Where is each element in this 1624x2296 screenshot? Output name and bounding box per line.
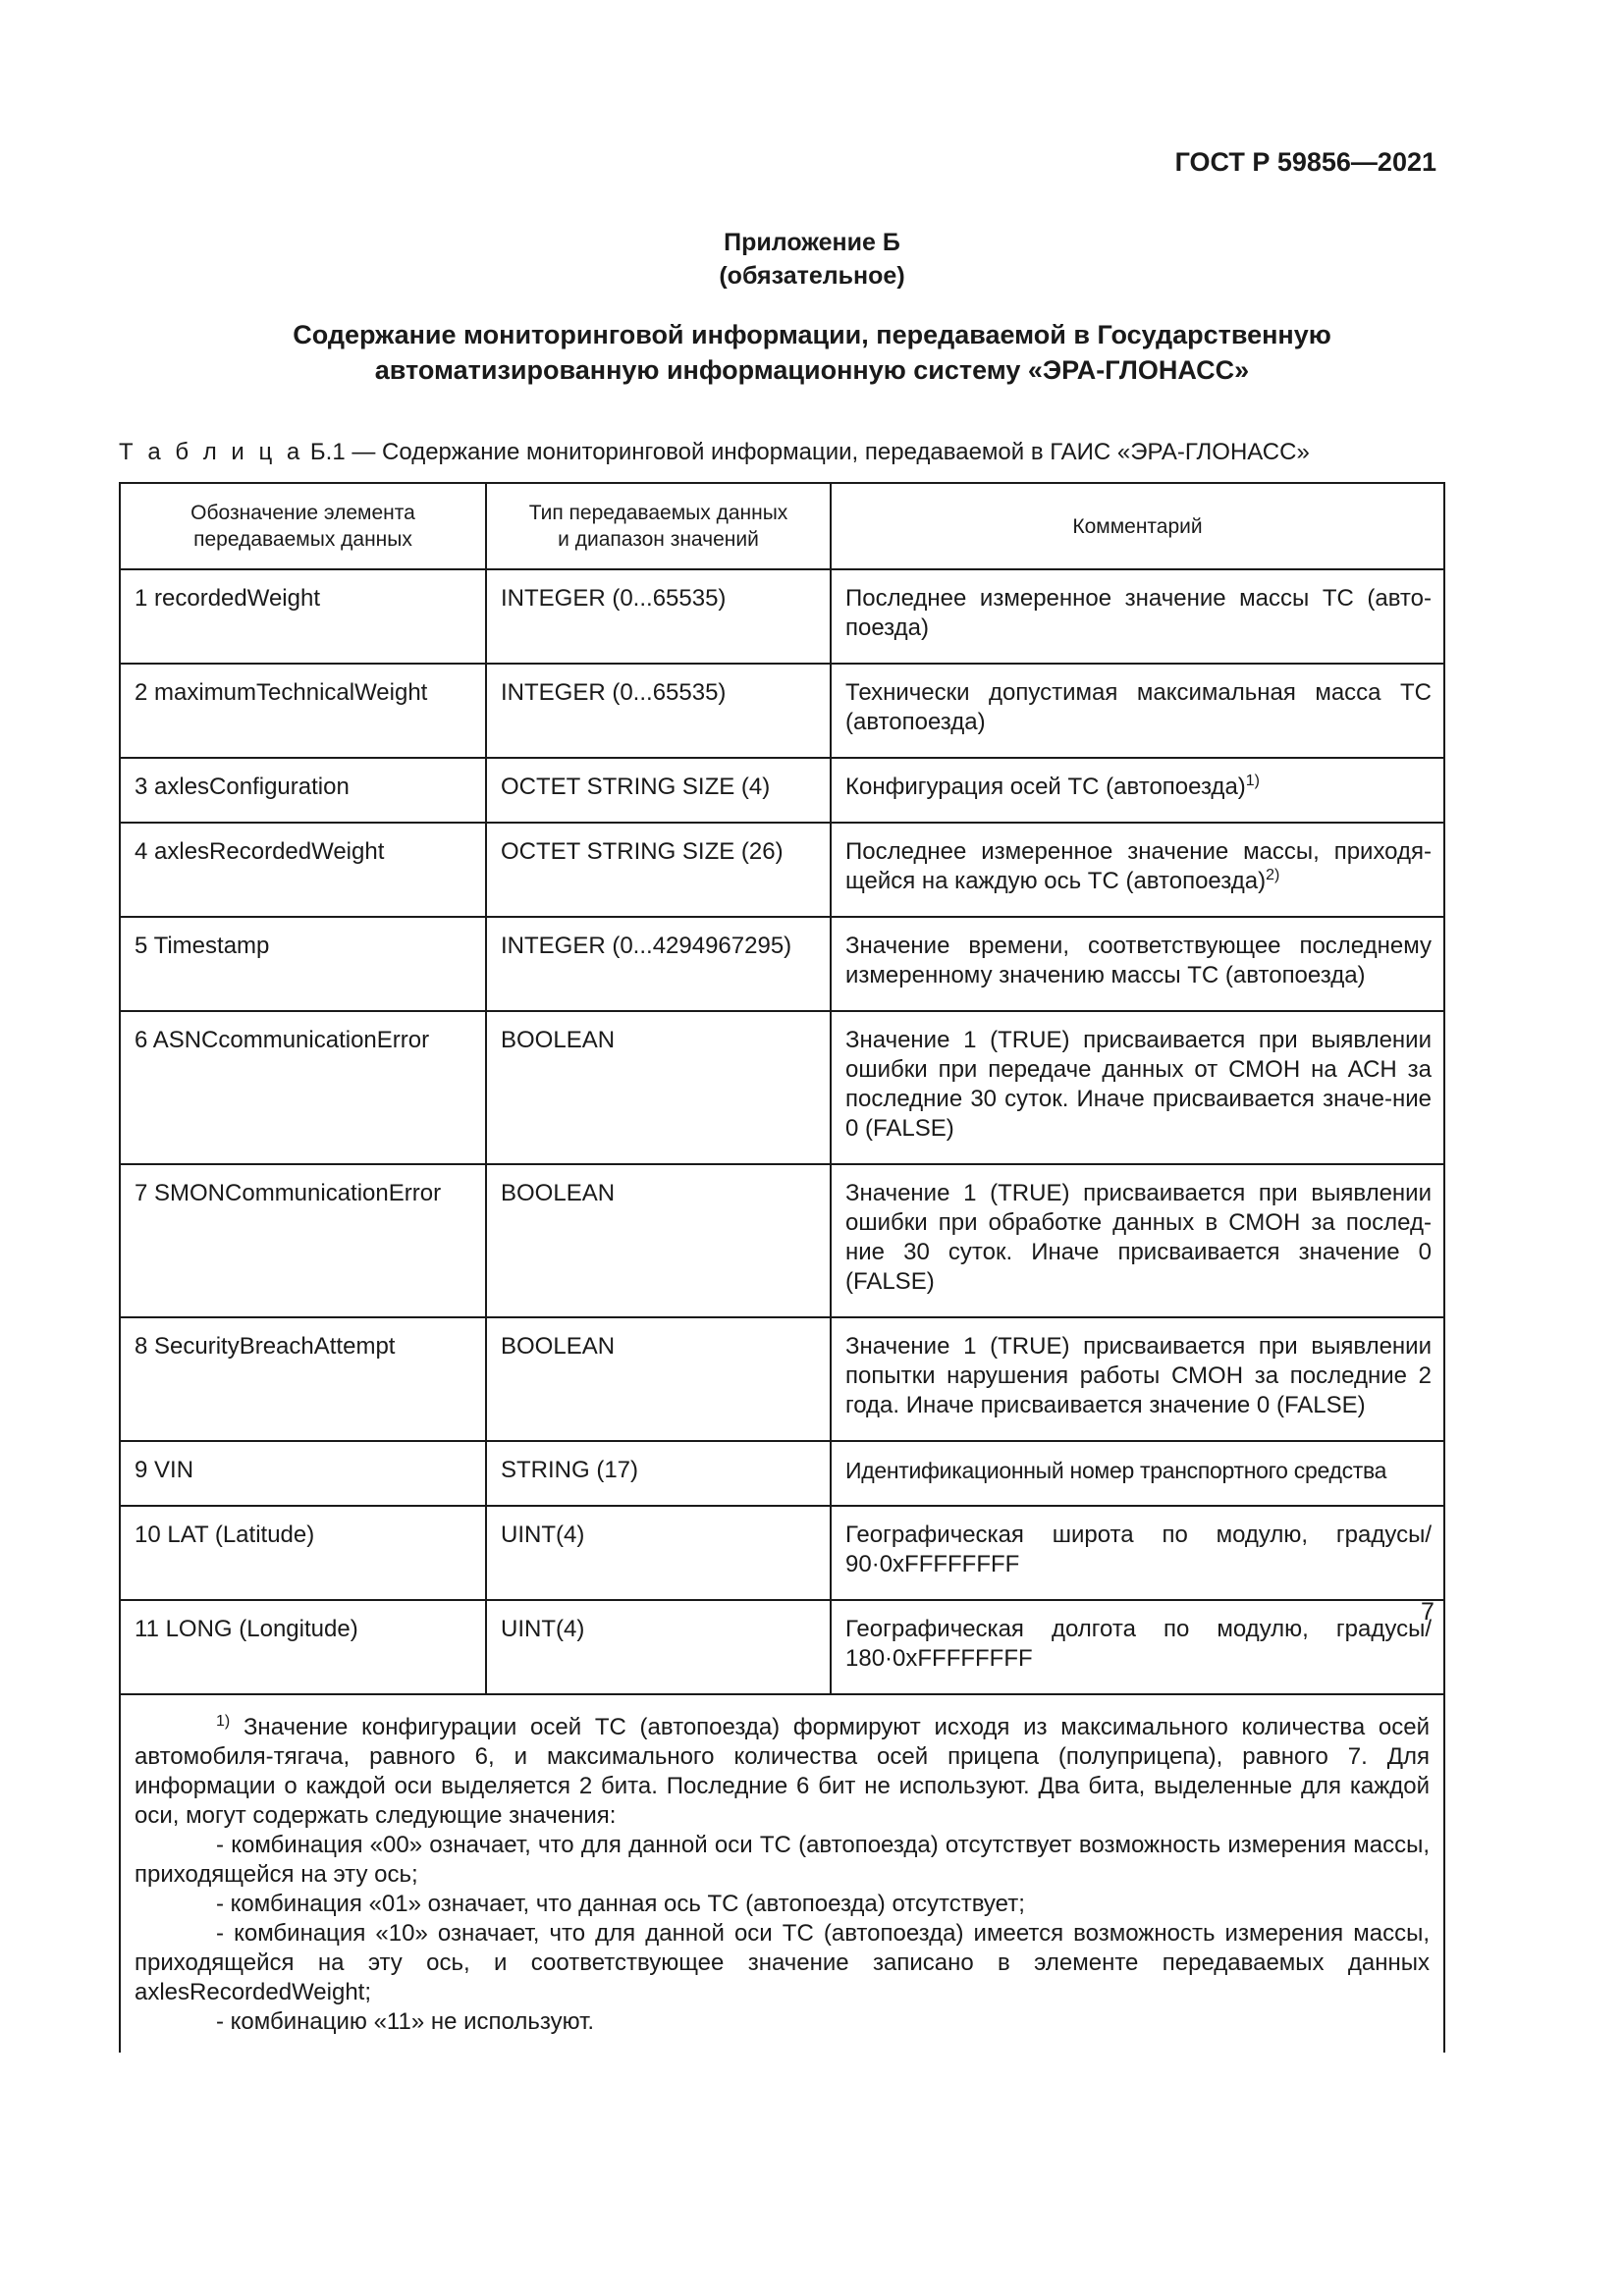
header-type-line2: и диапазон значений bbox=[558, 528, 759, 551]
table-row bbox=[120, 1011, 1444, 1164]
cell-element: 2 maximumTechnicalWeight bbox=[120, 664, 486, 758]
cell-comment: Значение 1 (TRUE) присваивается при выявлении попытки нарушения работы СМОН за последние 2 года. Иначе присваивается значение 0 (FALSE) bbox=[831, 1317, 1444, 1441]
cell-comment: Географическая долгота по модулю, градусы/ 180·0xFFFFFFFF bbox=[831, 1600, 1444, 1694]
footnote-row bbox=[120, 1694, 1444, 2053]
footnote-item: - комбинация «10» означает, что для данной оси ТС (автопоезда) имеется возможность измерения массы, приходящейся на эту ось, и соответствующее значение записано в элементе передаваемых данных axlesRecordedWeight; bbox=[135, 1920, 1430, 2005]
table-row bbox=[120, 664, 1444, 758]
table-row bbox=[120, 1317, 1444, 1441]
cell-comment: Географическая широта по модулю, градусы/ 90·0xFFFFFFFF bbox=[831, 1506, 1444, 1600]
table-row bbox=[120, 569, 1444, 664]
table-row bbox=[120, 1506, 1444, 1600]
header-element-line2: передаваемых данных bbox=[193, 528, 412, 551]
cell-element: 8 SecurityBreachAttempt bbox=[120, 1317, 486, 1441]
footnote-ref: 2) bbox=[1266, 867, 1280, 883]
cell-comment: Значение 1 (TRUE) присваивается при выявлении ошибки при обработке данных в СМОН за послед-ние 30 суток. Иначе присваивается значение 0 (FALSE) bbox=[831, 1164, 1444, 1317]
cell-type: STRING (17) bbox=[486, 1441, 831, 1506]
header-element-line1: Обозначение элемента bbox=[190, 502, 415, 524]
footnote-item: - комбинация «01» означает, что данная ось ТС (автопоезда) отсутствует; bbox=[216, 1891, 1025, 1917]
standard-number: ГОСТ Р 59856—2021 bbox=[1174, 147, 1436, 177]
footnote-item: - комбинация «00» означает, что для данной оси ТС (автопоезда) отсутствует возможность измерения массы, приходящейся на эту ось; bbox=[135, 1832, 1430, 1888]
table-caption bbox=[119, 439, 1310, 466]
cell-comment-text: Последнее измеренное значение массы, приходя-щейся на каждую ось ТС (автопоезда) bbox=[845, 838, 1432, 894]
footnote-item: - комбинацию «11» не используют. bbox=[216, 2008, 595, 2035]
cell-comment: Значение времени, соответствующее последнему измеренному значению массы ТС (автопоезда) bbox=[831, 917, 1444, 1011]
cell-comment bbox=[831, 758, 1444, 823]
cell-element: 11 LONG (Longitude) bbox=[120, 1600, 486, 1694]
cell-comment-text: Конфигурация осей ТС (автопоезда) bbox=[845, 774, 1246, 800]
header-comment: Комментарий bbox=[831, 483, 1444, 569]
cell-comment: Идентификационный номер транспортного средства bbox=[831, 1441, 1444, 1506]
monitoring-data-table bbox=[119, 482, 1445, 2053]
header-type bbox=[486, 483, 831, 569]
table-caption-text: Б.1 — Содержание мониторинговой информации, передаваемой в ГАИС «ЭРА-ГЛОНАСС» bbox=[303, 439, 1310, 465]
cell-element: 7 SMONCommunicationError bbox=[120, 1164, 486, 1317]
cell-element: 9 VIN bbox=[120, 1441, 486, 1506]
document-title-line2: автоматизированную информационную систему «ЭРА-ГЛОНАСС» bbox=[374, 355, 1250, 385]
cell-element: 6 ASNCcommunicationError bbox=[120, 1011, 486, 1164]
table-row bbox=[120, 758, 1444, 823]
table-row bbox=[120, 917, 1444, 1011]
footnote-paragraph bbox=[135, 1713, 1430, 1831]
cell-comment bbox=[831, 823, 1444, 917]
cell-type: BOOLEAN bbox=[486, 1317, 831, 1441]
cell-type: BOOLEAN bbox=[486, 1164, 831, 1317]
appendix-heading bbox=[0, 226, 1624, 293]
cell-comment: Технически допустимая максимальная масса ТС (автопоезда) bbox=[831, 664, 1444, 758]
footnote-text: Значение конфигурации осей ТС (автопоезда) формируют исходя из максимального количества осей автомобиля-тягача, равного 6, и максимального количества осей прицепа (полуприцепа), равного 7. Для информации о каждой оси выделяется 2 бита. Последние 6 бит не используют. Два бита, выделенные для каждой оси, могут содержать следующие значения: bbox=[135, 1714, 1430, 1829]
footnote-block bbox=[120, 1694, 1444, 2053]
appendix-title: Приложение Б bbox=[724, 229, 900, 256]
header-type-line1: Тип передаваемых данных bbox=[528, 502, 788, 524]
cell-type: UINT(4) bbox=[486, 1506, 831, 1600]
cell-element: 4 axlesRecordedWeight bbox=[120, 823, 486, 917]
cell-type: INTEGER (0...65535) bbox=[486, 664, 831, 758]
footnote-mark: 1) bbox=[216, 1713, 231, 1730]
cell-type: BOOLEAN bbox=[486, 1011, 831, 1164]
table-row bbox=[120, 823, 1444, 917]
cell-type: INTEGER (0...65535) bbox=[486, 569, 831, 664]
cell-element: 5 Timestamp bbox=[120, 917, 486, 1011]
document-title-line1: Содержание мониторинговой информации, передаваемой в Государственную bbox=[293, 320, 1331, 349]
cell-type: INTEGER (0...4294967295) bbox=[486, 917, 831, 1011]
cell-type: OCTET STRING SIZE (26) bbox=[486, 823, 831, 917]
cell-comment: Последнее измеренное значение массы ТС (авто-поезда) bbox=[831, 569, 1444, 664]
table-row bbox=[120, 1441, 1444, 1506]
document-title bbox=[0, 317, 1624, 388]
header-element bbox=[120, 483, 486, 569]
appendix-status: (обязательное) bbox=[719, 262, 905, 290]
cell-element: 1 recordedWeight bbox=[120, 569, 486, 664]
page-number: 7 bbox=[1421, 1598, 1435, 1626]
table-header-row bbox=[120, 483, 1444, 569]
cell-comment: Значение 1 (TRUE) присваивается при выявлении ошибки при передаче данных от СМОН на АСН за последние 30 суток. Иначе присваивается значе-ние 0 (FALSE) bbox=[831, 1011, 1444, 1164]
cell-type: UINT(4) bbox=[486, 1600, 831, 1694]
cell-type: OCTET STRING SIZE (4) bbox=[486, 758, 831, 823]
table-caption-prefix: Т а б л и ц а bbox=[119, 439, 304, 465]
table-row bbox=[120, 1600, 1444, 1694]
cell-element: 10 LAT (Latitude) bbox=[120, 1506, 486, 1600]
table-row bbox=[120, 1164, 1444, 1317]
footnote-ref: 1) bbox=[1245, 773, 1261, 789]
cell-element: 3 axlesConfiguration bbox=[120, 758, 486, 823]
